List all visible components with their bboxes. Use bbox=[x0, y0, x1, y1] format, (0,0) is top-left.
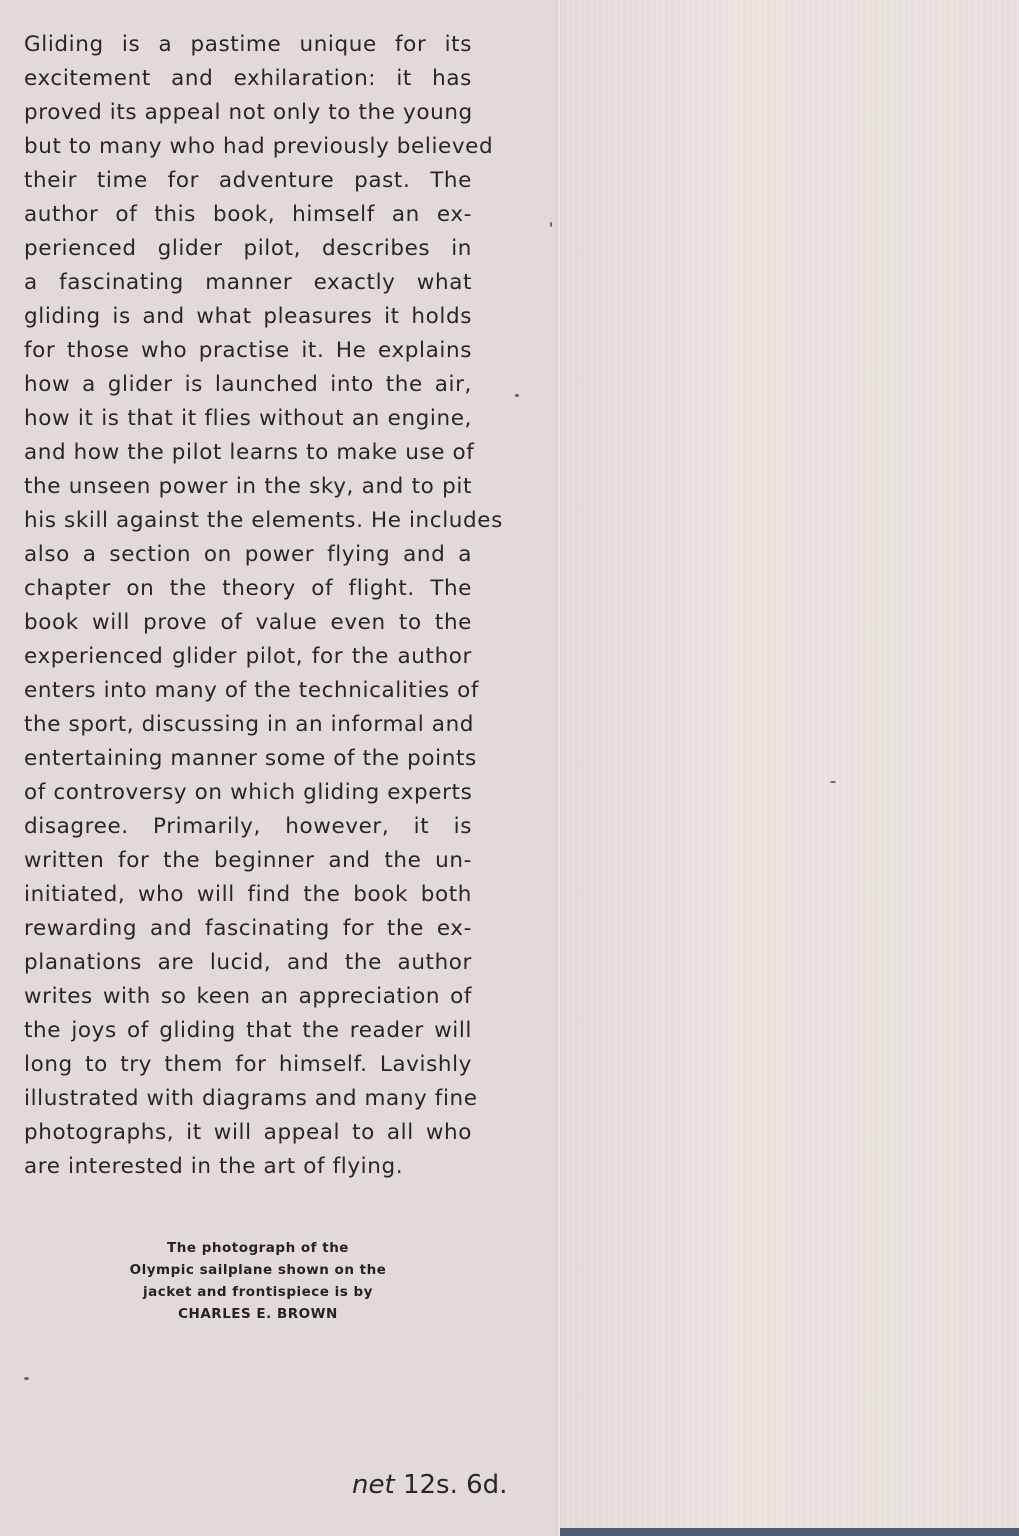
blurb-text bbox=[24, 28, 503, 1184]
board-bottom-edge bbox=[560, 1528, 1019, 1536]
price-amount: 12s. 6d. bbox=[402, 1470, 508, 1500]
blurb-line: how it is that it flies without an engine, bbox=[24, 406, 472, 431]
price-prefix: net bbox=[352, 1470, 395, 1500]
blurb-line: for those who practise it. He explains bbox=[24, 338, 472, 363]
blurb-line: gliding is and what pleasures it holds bbox=[24, 304, 472, 329]
blurb-line: photographs, it will appeal to all who bbox=[24, 1120, 472, 1145]
blurb-line: disagree. Primarily, however, it is bbox=[24, 814, 472, 839]
credit-line: CHARLES E. BROWN bbox=[178, 1306, 338, 1322]
blurb-line: initiated, who will find the book both bbox=[24, 882, 472, 907]
blurb-line: are interested in the art of flying. bbox=[24, 1154, 404, 1179]
blurb-line: excitement and exhilaration: it has bbox=[24, 66, 472, 91]
blurb-line: the sport, discussing in an informal and bbox=[24, 712, 475, 737]
paper-speck bbox=[24, 1377, 29, 1380]
flap-fold bbox=[556, 0, 560, 1536]
blurb-line: how a glider is launched into the air, bbox=[24, 372, 472, 397]
blurb-line: rewarding and fascinating for the ex- bbox=[24, 916, 472, 941]
blurb-line: also a section on power flying and a bbox=[24, 542, 472, 567]
credit-line: jacket and frontispiece is by bbox=[143, 1284, 373, 1300]
blurb-line: illustrated with diagrams and many fine bbox=[24, 1086, 478, 1111]
blurb-line: author of this book, himself an ex- bbox=[24, 202, 472, 227]
blurb-line: written for the beginner and the un- bbox=[24, 848, 472, 873]
blurb-line: experienced glider pilot, for the author bbox=[24, 644, 472, 669]
blurb-line: but to many who had previously believed bbox=[24, 134, 494, 159]
blurb-line: Gliding is a pastime unique for its bbox=[24, 32, 472, 57]
blurb-line: planations are lucid, and the author bbox=[24, 950, 472, 975]
blurb-line: proved its appeal not only to the young bbox=[24, 100, 473, 125]
blurb-line: and how the pilot learns to make use of bbox=[24, 440, 475, 465]
paper-speck bbox=[830, 781, 836, 783]
blurb-line: enters into many of the technicalities of bbox=[24, 678, 480, 703]
paper-speck bbox=[550, 222, 552, 227]
blurb-line: the unseen power in the sky, and to pit bbox=[24, 474, 472, 499]
blurb-line: their time for adventure past. The bbox=[24, 168, 472, 193]
blurb-line: the joys of gliding that the reader will bbox=[24, 1018, 472, 1043]
blurb-line: book will prove of value even to the bbox=[24, 610, 472, 635]
blurb-line: perienced glider pilot, describes in bbox=[24, 236, 472, 261]
credit-line: The photograph of the bbox=[167, 1240, 349, 1256]
blurb-line: long to try them for himself. Lavishly bbox=[24, 1052, 472, 1077]
credit-line: Olympic sailplane shown on the bbox=[129, 1262, 387, 1278]
blurb-line: writes with so keen an appreciation of bbox=[24, 984, 472, 1009]
blurb-line: entertaining manner some of the points bbox=[24, 746, 477, 771]
photo-credit bbox=[108, 1237, 408, 1325]
blurb-line: his skill against the elements. He includes bbox=[24, 508, 503, 533]
paper-speck bbox=[515, 394, 519, 397]
price bbox=[352, 1470, 507, 1500]
blurb-line: a fascinating manner exactly what bbox=[24, 270, 472, 295]
blurb-line: chapter on the theory of flight. The bbox=[24, 576, 472, 601]
book-board bbox=[560, 0, 1019, 1536]
blurb-line: of controversy on which gliding experts bbox=[24, 780, 473, 805]
